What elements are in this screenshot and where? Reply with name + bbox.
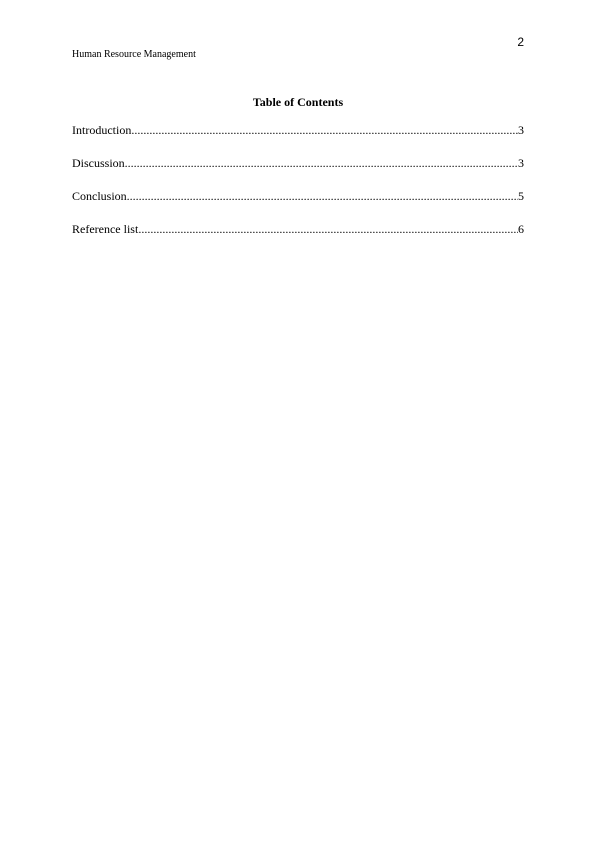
running-head: Human Resource Management — [72, 49, 196, 60]
dot-leader — [125, 156, 518, 170]
toc-entry-label: Reference list — [72, 222, 139, 236]
toc-entry-label: Discussion — [72, 156, 125, 170]
toc-entry-page: 5 — [518, 189, 524, 203]
dot-leader — [131, 123, 518, 137]
dot-leader — [138, 222, 518, 236]
table-of-contents — [72, 123, 524, 255]
toc-entry-page: 3 — [518, 123, 524, 137]
toc-entry-discussion[interactable] — [72, 156, 524, 189]
toc-entry-conclusion[interactable] — [72, 189, 524, 222]
toc-entry-introduction[interactable] — [72, 123, 524, 156]
toc-entry-label: Introduction — [72, 123, 132, 137]
page-number: 2 — [517, 35, 524, 49]
toc-entry-label: Conclusion — [72, 189, 127, 203]
toc-entry-page: 6 — [518, 222, 524, 236]
toc-entry-page: 3 — [518, 156, 524, 170]
toc-title: Table of Contents — [252, 95, 344, 109]
toc-entry-reference-list[interactable] — [72, 222, 524, 255]
dot-leader — [127, 189, 518, 203]
